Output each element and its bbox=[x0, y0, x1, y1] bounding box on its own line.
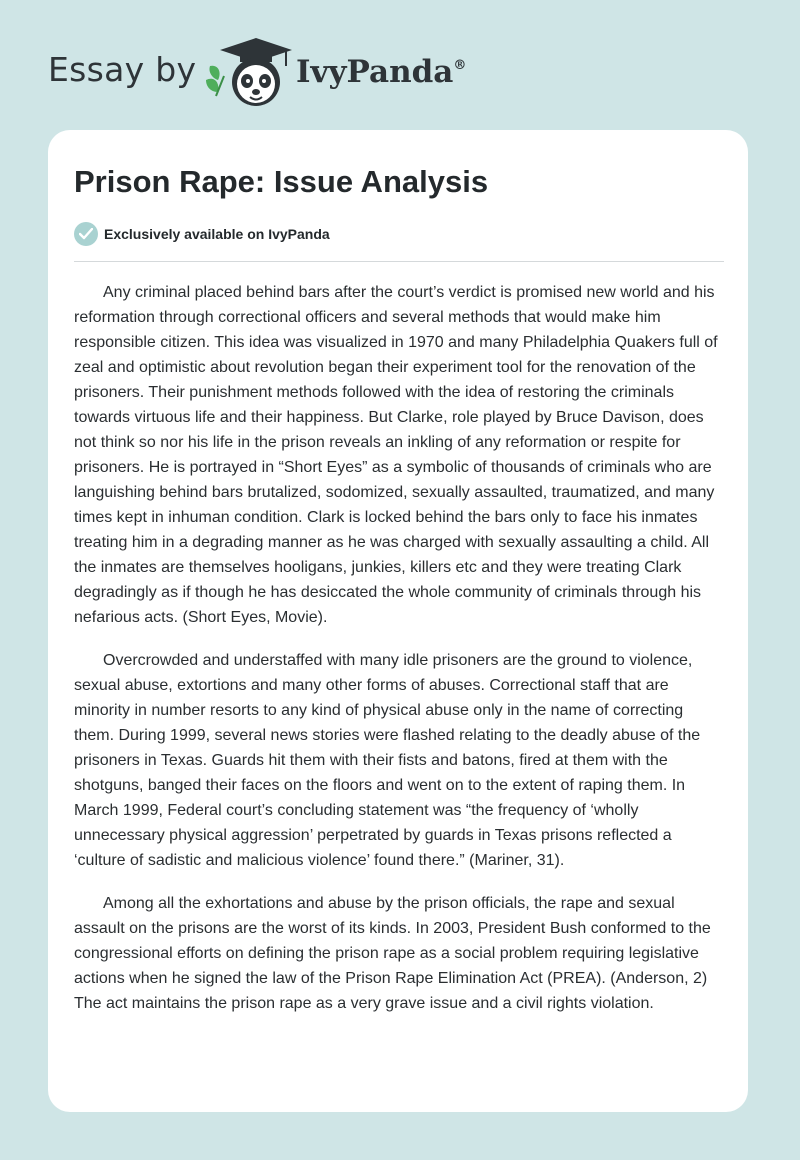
page-title: Prison Rape: Issue Analysis bbox=[74, 164, 489, 199]
paragraph: Overcrowded and understaffed with many idle prisoners are the ground to violence, sexual abuse, extortions and many other forms of abuses. Correctional staff that are minority in number resorts to any kind of physical abuse only in the name of correcting them. During 1999, several news stories were flashed relating to the deadly abuse of the prisoners in Texas. Guards hit them with their fists and batons, fired at them with the shotguns, banged their faces on the floors and went on to the extent of raping them. In March 1999, Federal court’s concluding statement was “the frequency of ‘wholly unnecessary physical aggression’ perpetrated by guards in Texas prisons reflected a ‘culture of sadistic and malicious violence’ found there.” (Mariner, 31). bbox=[74, 652, 701, 869]
registered-mark: ® bbox=[453, 57, 467, 73]
badge-label: Exclusively available on IvyPanda bbox=[104, 226, 330, 242]
essay-card bbox=[48, 130, 748, 1112]
brand-name[interactable]: IvyPanda® bbox=[296, 54, 467, 90]
site-header bbox=[0, 0, 800, 130]
paragraph: Among all the exhortations and abuse by the prison officials, the rape and sexual assault on the prisons are the worst of its kinds. In 2003, President Bush conformed to the congressional efforts on defining the prison rape as a social problem requiring legislative actions when he signed the law of the Prison Rape Elimination Act (PREA). (Anderson, 2) The act maintains the prison rape as a very grave issue and a civil rights violation. bbox=[74, 895, 711, 1012]
panda-logo-icon[interactable] bbox=[200, 36, 292, 110]
essay-by-label: Essay by bbox=[48, 50, 197, 89]
paragraph: Any criminal placed behind bars after the court’s verdict is promised new world and his reformation through correctional officers and several methods that would make him responsible citizen. This idea was visualized in 1970 and many Philadelphia Quakers full of zeal and optimistic about revolution began their experiment tool for the renovation of the prisoners. Their punishment methods followed with the idea of restoring the criminals towards virtuous life and their happiness. But Clarke, role played by Bruce Davison, does not think so nor his life in the prison reveals an inkling of any reformation or respite for prisoners. He is portrayed in “Short Eyes” as a symbolic of thousands of criminals who are languishing behind bars brutalized, sodomized, sexually assaulted, traumatized, and many times kept in inhuman condition. Clark is locked behind the bars only to face his inmates treating him in a degrading manner as he was charged with sexually assaulting a child. All the inmates are themselves hooligans, junkies, killers etc and they were treating Clark degradingly as if though he has desiccated the whole community of criminals through his nefarious acts. (Short Eyes, Movie). bbox=[74, 284, 718, 626]
divider bbox=[74, 261, 724, 262]
exclusive-badge bbox=[74, 222, 330, 246]
essay-body bbox=[74, 280, 726, 1034]
check-icon bbox=[74, 222, 98, 246]
